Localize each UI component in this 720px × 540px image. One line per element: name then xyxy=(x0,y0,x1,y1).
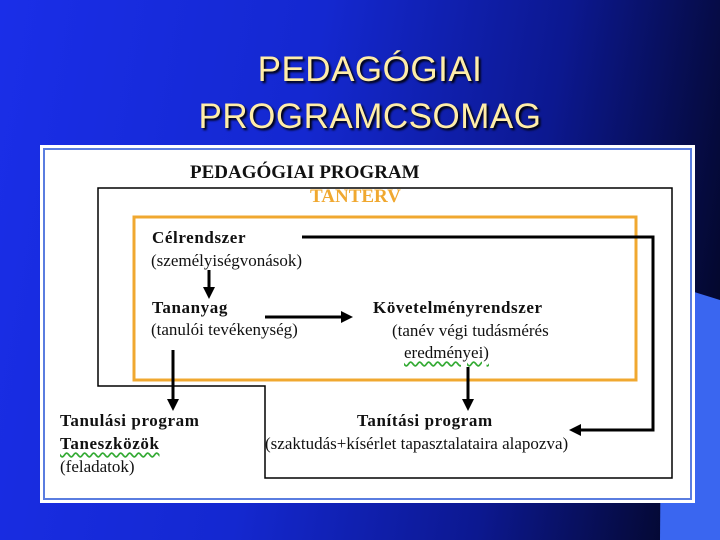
tools-sub: (feladatok) xyxy=(60,457,135,476)
pedagogical-program-header: PEDAGÓGIAI PROGRAM xyxy=(190,162,420,183)
goal-system-sub: (személyiségvonások) xyxy=(151,251,303,270)
teaching-program-sub: (szaktudás+kísérlet tapasztalataira alapozva) xyxy=(265,434,569,453)
material-sub: (tanulói tevékenység) xyxy=(151,320,298,339)
requirements-sub2: eredményei) xyxy=(404,343,489,362)
requirements-sub1: (tanév végi tudásmérés xyxy=(392,321,549,340)
teaching-program-label: Tanítási program xyxy=(357,411,493,430)
tools-label: Taneszközök xyxy=(60,434,160,453)
material-label: Tananyag xyxy=(152,298,228,317)
learning-program-label: Tanulási program xyxy=(60,411,200,430)
slide-title-line1: PEDAGÓGIAI xyxy=(257,50,483,89)
slide-title-line2: PROGRAMCSOMAG xyxy=(198,97,542,136)
goal-system-label: Célrendszer xyxy=(152,228,247,247)
requirements-label: Követelményrendszer xyxy=(373,298,543,317)
curriculum-label: TANTERV xyxy=(310,186,401,207)
